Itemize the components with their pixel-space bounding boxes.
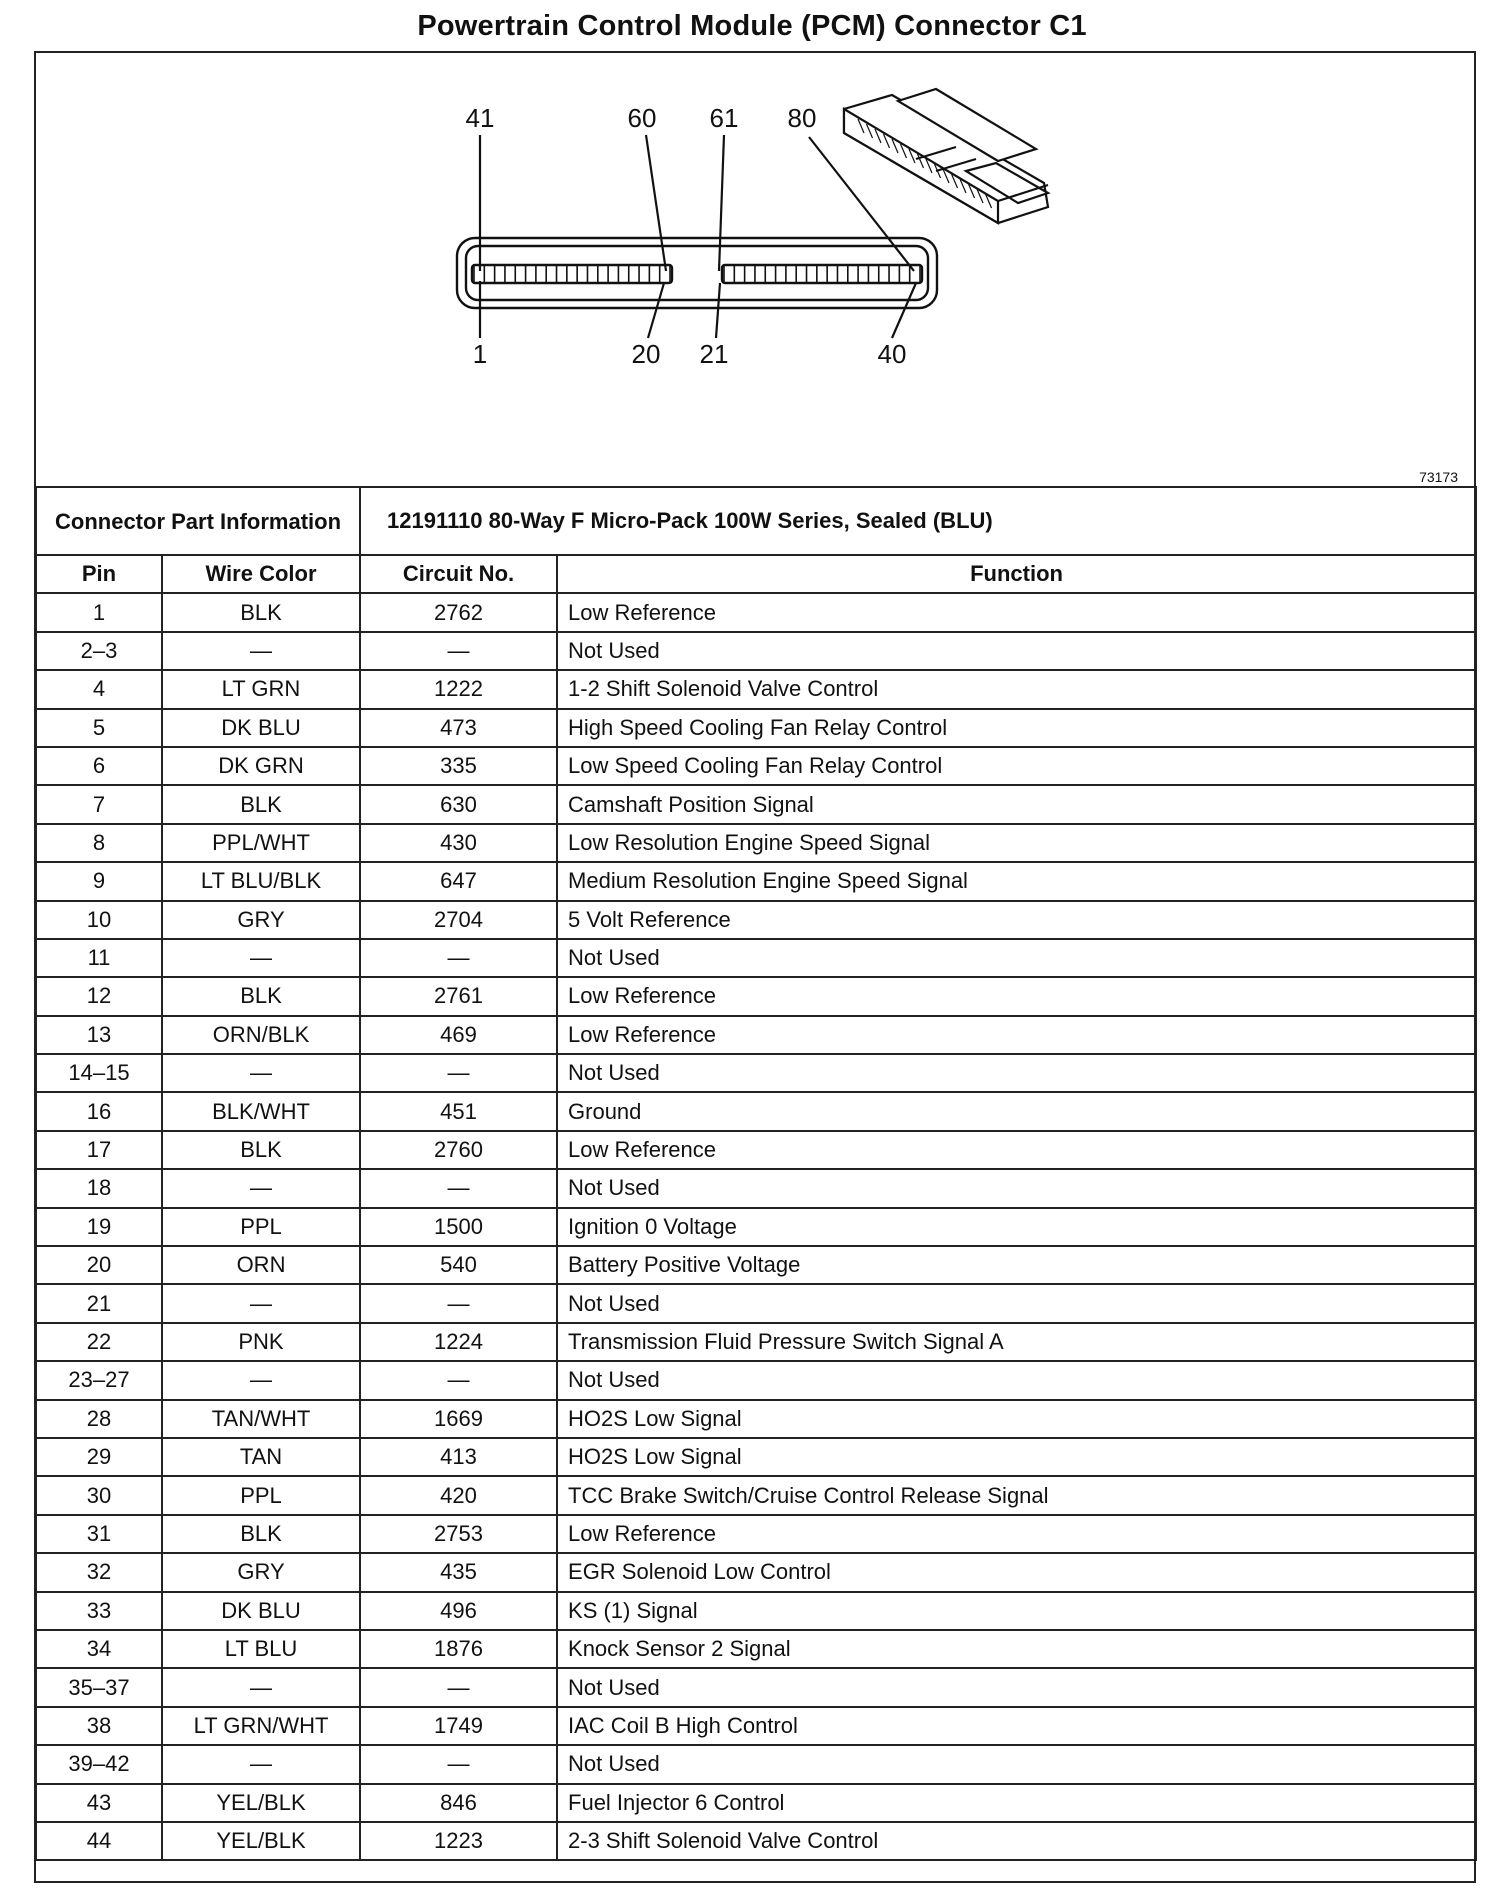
- table-row: [36, 1208, 1476, 1246]
- function-cell: Not Used: [557, 1745, 1476, 1783]
- page-title: Powertrain Control Module (PCM) Connector C1: [417, 10, 1087, 42]
- wire-color-cell: —: [162, 1169, 360, 1207]
- pin-cell: 21: [36, 1284, 162, 1322]
- wire-color-cell: —: [162, 939, 360, 977]
- pin-cell: 4: [36, 670, 162, 708]
- table-row: [36, 977, 1476, 1015]
- wire-color-cell: BLK: [162, 785, 360, 823]
- connector-info-row: [36, 487, 1476, 555]
- function-cell: TCC Brake Switch/Cruise Control Release Signal: [557, 1476, 1476, 1514]
- function-cell: Fuel Injector 6 Control: [557, 1784, 1476, 1822]
- circuit-cell: 630: [360, 785, 557, 823]
- function-cell: Transmission Fluid Pressure Switch Signal A: [557, 1323, 1476, 1361]
- function-cell: Not Used: [557, 632, 1476, 670]
- pin-label-21: 21: [699, 339, 729, 369]
- pin-label-60: 60: [627, 103, 657, 133]
- pin-cell: 39–42: [36, 1745, 162, 1783]
- header-row: [36, 555, 1476, 593]
- circuit-cell: —: [360, 632, 557, 670]
- connector-frame: [34, 51, 1476, 1883]
- wire-color-cell: LT BLU/BLK: [162, 862, 360, 900]
- wire-color-cell: BLK: [162, 1131, 360, 1169]
- function-cell: IAC Coil B High Control: [557, 1707, 1476, 1745]
- pin-cell: 2–3: [36, 632, 162, 670]
- function-cell: Low Reference: [557, 977, 1476, 1015]
- circuit-cell: —: [360, 1054, 557, 1092]
- circuit-cell: —: [360, 1284, 557, 1322]
- wire-color-cell: —: [162, 1745, 360, 1783]
- wire-color-cell: DK GRN: [162, 747, 360, 785]
- function-cell: Not Used: [557, 1284, 1476, 1322]
- table-row: [36, 1400, 1476, 1438]
- circuit-cell: —: [360, 1745, 557, 1783]
- circuit-cell: 2761: [360, 977, 557, 1015]
- table-row: [36, 747, 1476, 785]
- pin-cell: 31: [36, 1515, 162, 1553]
- pin-cell: 11: [36, 939, 162, 977]
- function-cell: 5 Volt Reference: [557, 901, 1476, 939]
- function-cell: KS (1) Signal: [557, 1592, 1476, 1630]
- function-cell: Not Used: [557, 1668, 1476, 1706]
- circuit-cell: 647: [360, 862, 557, 900]
- function-cell: Medium Resolution Engine Speed Signal: [557, 862, 1476, 900]
- pin-label-40: 40: [877, 339, 907, 369]
- pin-cell: 43: [36, 1784, 162, 1822]
- table-row: [36, 939, 1476, 977]
- wire-color-cell: —: [162, 1668, 360, 1706]
- pin-label-1: 1: [472, 339, 488, 369]
- pin-cell: 30: [36, 1476, 162, 1514]
- wire-color-cell: BLK: [162, 977, 360, 1015]
- pin-cell: 10: [36, 901, 162, 939]
- connector-info-value: 12191110 80-Way F Micro-Pack 100W Series, Sealed (BLU): [360, 487, 1476, 555]
- column-header-wire-color: Wire Color: [162, 555, 360, 593]
- wire-color-cell: ORN: [162, 1246, 360, 1284]
- wire-color-cell: BLK/WHT: [162, 1092, 360, 1130]
- table-row: [36, 1630, 1476, 1668]
- function-cell: HO2S Low Signal: [557, 1400, 1476, 1438]
- function-cell: Knock Sensor 2 Signal: [557, 1630, 1476, 1668]
- function-cell: Low Reference: [557, 1131, 1476, 1169]
- circuit-cell: 1500: [360, 1208, 557, 1246]
- table-row: [36, 1361, 1476, 1399]
- pin-label-80: 80: [787, 103, 817, 133]
- pin-cell: 8: [36, 824, 162, 862]
- table-row: [36, 1284, 1476, 1322]
- circuit-cell: 2704: [360, 901, 557, 939]
- wire-color-cell: DK BLU: [162, 709, 360, 747]
- function-cell: Not Used: [557, 1361, 1476, 1399]
- circuit-cell: 413: [360, 1438, 557, 1476]
- table-row: [36, 1515, 1476, 1553]
- function-cell: HO2S Low Signal: [557, 1438, 1476, 1476]
- wire-color-cell: —: [162, 1361, 360, 1399]
- function-cell: Low Speed Cooling Fan Relay Control: [557, 747, 1476, 785]
- table-row: [36, 670, 1476, 708]
- circuit-cell: 451: [360, 1092, 557, 1130]
- wire-color-cell: PPL/WHT: [162, 824, 360, 862]
- pin-cell: 20: [36, 1246, 162, 1284]
- table-row: [36, 1169, 1476, 1207]
- wire-color-cell: TAN: [162, 1438, 360, 1476]
- wire-color-cell: BLK: [162, 1515, 360, 1553]
- pin-cell: 6: [36, 747, 162, 785]
- circuit-cell: —: [360, 1361, 557, 1399]
- wire-color-cell: PPL: [162, 1208, 360, 1246]
- wire-color-cell: GRY: [162, 901, 360, 939]
- table-row: [36, 785, 1476, 823]
- circuit-cell: 1223: [360, 1822, 557, 1860]
- function-cell: Camshaft Position Signal: [557, 785, 1476, 823]
- function-cell: 1-2 Shift Solenoid Valve Control: [557, 670, 1476, 708]
- table-row: [36, 1668, 1476, 1706]
- pin-cell: 23–27: [36, 1361, 162, 1399]
- column-header-circuit: Circuit No.: [360, 555, 557, 593]
- function-cell: Low Reference: [557, 593, 1476, 631]
- table-row: [36, 1438, 1476, 1476]
- circuit-cell: 2753: [360, 1515, 557, 1553]
- pin-cell: 12: [36, 977, 162, 1015]
- wire-color-cell: LT GRN/WHT: [162, 1707, 360, 1745]
- pin-cell: 16: [36, 1092, 162, 1130]
- circuit-cell: 2762: [360, 593, 557, 631]
- function-cell: Not Used: [557, 1054, 1476, 1092]
- table-row: [36, 1784, 1476, 1822]
- table-row: [36, 901, 1476, 939]
- circuit-cell: 496: [360, 1592, 557, 1630]
- function-cell: Low Resolution Engine Speed Signal: [557, 824, 1476, 862]
- function-cell: High Speed Cooling Fan Relay Control: [557, 709, 1476, 747]
- circuit-cell: —: [360, 1668, 557, 1706]
- pin-cell: 18: [36, 1169, 162, 1207]
- pin-cell: 22: [36, 1323, 162, 1361]
- table-row: [36, 1054, 1476, 1092]
- pin-label-61: 61: [709, 103, 739, 133]
- wire-color-cell: PPL: [162, 1476, 360, 1514]
- connector-3d-icon: [844, 89, 1048, 223]
- wire-color-cell: ORN/BLK: [162, 1016, 360, 1054]
- table-row: [36, 1323, 1476, 1361]
- pin-cell: 7: [36, 785, 162, 823]
- circuit-cell: 435: [360, 1553, 557, 1591]
- pin-cell: 13: [36, 1016, 162, 1054]
- circuit-cell: 469: [360, 1016, 557, 1054]
- wire-color-cell: DK BLU: [162, 1592, 360, 1630]
- circuit-cell: 1876: [360, 1630, 557, 1668]
- pin-cell: 44: [36, 1822, 162, 1860]
- function-cell: Not Used: [557, 1169, 1476, 1207]
- pin-cell: 1: [36, 593, 162, 631]
- table-row: [36, 1707, 1476, 1745]
- table-row: [36, 593, 1476, 631]
- connector-illustration: [36, 53, 1474, 486]
- figure-id: 73173: [1419, 469, 1458, 485]
- table-row: [36, 862, 1476, 900]
- wire-color-cell: LT BLU: [162, 1630, 360, 1668]
- pin-cell: 33: [36, 1592, 162, 1630]
- circuit-cell: —: [360, 1169, 557, 1207]
- pin-cell: 28: [36, 1400, 162, 1438]
- table-row: [36, 1476, 1476, 1514]
- pinout-table: [35, 486, 1477, 1861]
- column-header-function: Function: [557, 555, 1476, 593]
- table-row: [36, 1592, 1476, 1630]
- column-header-pin: Pin: [36, 555, 162, 593]
- circuit-cell: 473: [360, 709, 557, 747]
- circuit-cell: 540: [360, 1246, 557, 1284]
- table-row: [36, 1131, 1476, 1169]
- circuit-cell: 846: [360, 1784, 557, 1822]
- function-cell: Low Reference: [557, 1515, 1476, 1553]
- pin-cell: 29: [36, 1438, 162, 1476]
- pin-cell: 9: [36, 862, 162, 900]
- wire-color-cell: PNK: [162, 1323, 360, 1361]
- pin-label-20: 20: [631, 339, 661, 369]
- circuit-cell: 2760: [360, 1131, 557, 1169]
- table-row: [36, 1246, 1476, 1284]
- wire-color-cell: —: [162, 1054, 360, 1092]
- wire-color-cell: YEL/BLK: [162, 1784, 360, 1822]
- function-cell: EGR Solenoid Low Control: [557, 1553, 1476, 1591]
- connector-info-label: Connector Part Information: [36, 487, 360, 555]
- pin-cell: 17: [36, 1131, 162, 1169]
- function-cell: 2-3 Shift Solenoid Valve Control: [557, 1822, 1476, 1860]
- table-row: [36, 1553, 1476, 1591]
- function-cell: Battery Positive Voltage: [557, 1246, 1476, 1284]
- wire-color-cell: BLK: [162, 593, 360, 631]
- wire-color-cell: YEL/BLK: [162, 1822, 360, 1860]
- circuit-cell: 430: [360, 824, 557, 862]
- wire-color-cell: —: [162, 1284, 360, 1322]
- wire-color-cell: LT GRN: [162, 670, 360, 708]
- function-cell: Not Used: [557, 939, 1476, 977]
- table-row: [36, 632, 1476, 670]
- circuit-cell: 1669: [360, 1400, 557, 1438]
- circuit-cell: 420: [360, 1476, 557, 1514]
- table-row: [36, 1092, 1476, 1130]
- wire-color-cell: TAN/WHT: [162, 1400, 360, 1438]
- wire-color-cell: —: [162, 632, 360, 670]
- pin-cell: 32: [36, 1553, 162, 1591]
- wire-color-cell: GRY: [162, 1553, 360, 1591]
- function-cell: Low Reference: [557, 1016, 1476, 1054]
- pin-cell: 5: [36, 709, 162, 747]
- table-row: [36, 1016, 1476, 1054]
- function-cell: Ignition 0 Voltage: [557, 1208, 1476, 1246]
- function-cell: Ground: [557, 1092, 1476, 1130]
- pin-label-41: 41: [465, 103, 495, 133]
- circuit-cell: 1224: [360, 1323, 557, 1361]
- pin-cell: 35–37: [36, 1668, 162, 1706]
- pin-cell: 14–15: [36, 1054, 162, 1092]
- table-row: [36, 1745, 1476, 1783]
- pin-cell: 34: [36, 1630, 162, 1668]
- circuit-cell: 1749: [360, 1707, 557, 1745]
- circuit-cell: —: [360, 939, 557, 977]
- table-row: [36, 709, 1476, 747]
- circuit-cell: 335: [360, 747, 557, 785]
- connector-diagram: [36, 53, 1474, 486]
- pin-cell: 19: [36, 1208, 162, 1246]
- circuit-cell: 1222: [360, 670, 557, 708]
- pin-cell: 38: [36, 1707, 162, 1745]
- table-row: [36, 1822, 1476, 1860]
- table-row: [36, 824, 1476, 862]
